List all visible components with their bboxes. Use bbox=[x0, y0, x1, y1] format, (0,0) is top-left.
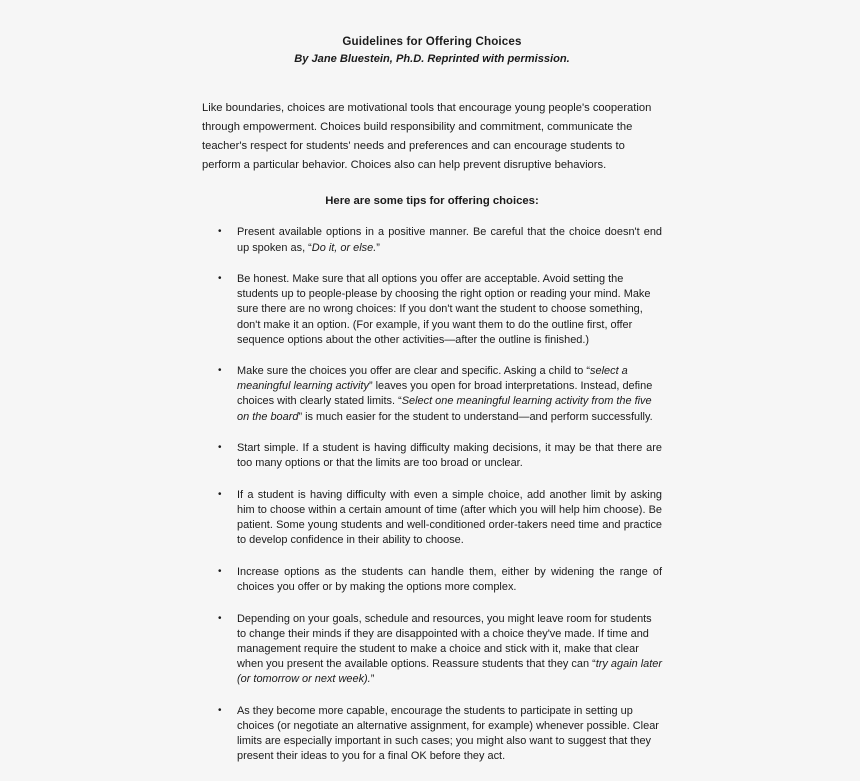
body-text: Increase options as the students can handle them, either by widening the range of choices you offer or by making the options more complex. bbox=[237, 565, 662, 593]
body-text: Make sure the choices you offer are clear and specific. Asking a child to “ bbox=[237, 365, 591, 378]
document-body bbox=[202, 34, 662, 781]
list-item-text bbox=[237, 704, 662, 764]
bullet-icon: • bbox=[218, 226, 222, 238]
body-text: Start simple. If a student is having difficulty making decisions, it may be that there are too many options or that the limits are too broad or unclear. bbox=[237, 442, 662, 470]
body-text: ” bbox=[376, 241, 380, 254]
list-item bbox=[202, 364, 662, 424]
body-text: ” bbox=[370, 673, 375, 685]
bullet-icon: • bbox=[218, 442, 222, 454]
section-subheading: Here are some tips for offering choices: bbox=[325, 194, 539, 207]
body-text: ” leaves you open for broad interpretations. Instead, define choices with clearly stated limits. “ bbox=[237, 380, 653, 408]
body-text: Be honest. Make sure that all options you offer are acceptable. Avoid setting the students up to people-please by choosing the right option or reading your mind. Make sure there are no wrong choices: If you don't want the student to choose something, don't make it an option. (For example, if you want them to do the outline first, offer sequence options about the other activities—after the outline is finished.) bbox=[237, 273, 651, 346]
list-item-text bbox=[237, 272, 662, 348]
page-title: Guidelines for Offering Choices bbox=[342, 35, 522, 48]
emphasized-text: Do it, or else. bbox=[311, 241, 377, 254]
list-item bbox=[202, 272, 662, 348]
emphasized-text: Select one meaningful learning activity from the five on the board bbox=[237, 395, 652, 423]
list-item-text bbox=[237, 441, 662, 471]
list-item-text bbox=[237, 364, 662, 424]
body-text: ” is much easier for the student to understand—and perform successfully. bbox=[298, 410, 653, 423]
body-text: Present available options in a positive manner. Be careful that the choice doesn't end up spoken as, “ bbox=[237, 226, 662, 254]
tips-list bbox=[202, 225, 662, 764]
list-item-text bbox=[237, 565, 662, 595]
intro-paragraph: Like boundaries, choices are motivational tools that encourage young people's cooperation through empowerment. Choices build responsibility and commitment, communicate the teacher's respect for students' needs and preferences and can encourage students to perform a particular behavior. Choices also can help prevent disruptive behaviors. bbox=[202, 101, 652, 172]
list-item-text bbox=[237, 225, 662, 255]
list-item bbox=[202, 225, 662, 255]
bullet-icon: • bbox=[218, 704, 222, 716]
emphasized-text: select a meaningful learning activity bbox=[237, 365, 628, 393]
list-item bbox=[202, 612, 662, 688]
bullet-icon: • bbox=[218, 273, 222, 285]
list-item bbox=[202, 704, 662, 764]
bullet-icon: • bbox=[218, 365, 222, 377]
list-item bbox=[202, 441, 662, 471]
list-item-text bbox=[237, 612, 662, 688]
list-item-text bbox=[237, 488, 662, 548]
bullet-icon: • bbox=[218, 612, 222, 624]
bullet-icon: • bbox=[218, 488, 222, 500]
list-item bbox=[202, 488, 662, 548]
body-text: As they become more capable, encourage the students to participate in setting up choices (or negotiate an alternative assignment, for example) whenever possible. Clear limits are especially important in such cases; you might also want to suggest that they present their ideas to you for a final OK before they act. bbox=[237, 704, 659, 762]
body-text: Depending on your goals, schedule and resources, you might leave room for students to change their minds if they are disappointed with a choice they've made. If time and management require the student to make a choice and stick with it, make that clear when you present the available options. Reassure students that they can “ bbox=[237, 612, 652, 670]
list-item bbox=[202, 565, 662, 595]
emphasized-text: try again later (or tomorrow or next week). bbox=[237, 657, 663, 685]
byline: By Jane Bluestein, Ph.D. Reprinted with permission. bbox=[294, 52, 570, 65]
body-text: If a student is having difficulty with even a simple choice, add another limit by asking him to choose within a certain amount of time (after which you will help him choose). Be patient. Some young students and well-conditioned order-takers need time and practice to develop confidence in their ability to choose. bbox=[237, 488, 662, 547]
bullet-icon: • bbox=[218, 565, 222, 577]
